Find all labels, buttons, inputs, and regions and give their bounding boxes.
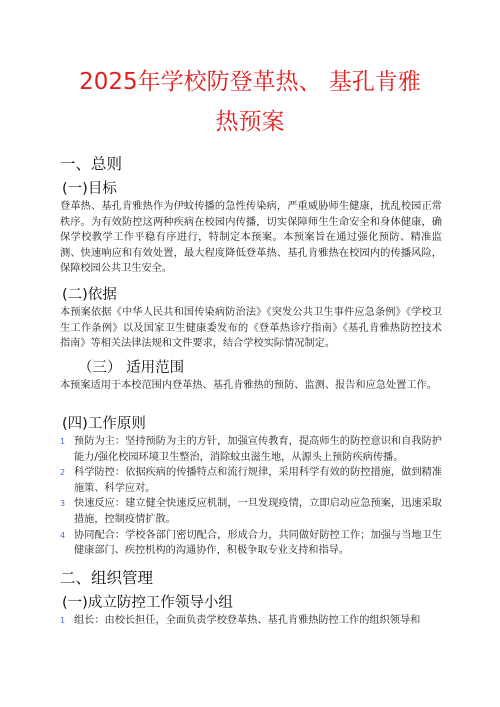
subsection-heading-scope: （三） 适用范围 xyxy=(78,360,185,376)
document-title-line1: 2025年学校防登革热、 基孔肯雅 xyxy=(79,69,421,95)
list-item xyxy=(60,496,442,527)
subsection-heading-goal: (一)目标 xyxy=(62,181,117,197)
list-item-text: 协同配合：学校各部门密切配合，形成合力，共同做好防控工作；加强与当地卫生健康部门、疾控机构的沟通协作，积极争取专业支持和指导。 xyxy=(74,529,442,557)
list-item-text: 科学防控：依据疾病的传播特点和流行规律，采用科学有效的防控措施，做到精准施策、科学应对。 xyxy=(74,467,442,494)
section-heading-general: 一、总则 xyxy=(60,155,123,173)
list-item-text: 组长：由校长担任，全面负责学校登革热、基孔肯雅热防控工作的组织领导和 xyxy=(74,615,421,626)
paragraph-goal: 登革热、基孔肯雅热作为伊蚊传播的急性传染病，严重威胁师生健康，扰乱校园正常秩序。为有效防控这两种疾病在校园内传播，切实保障师生生命安全和身体健康，确保学校教学工作平稳有序进行，特制定本预案。本预案旨在通过强化预防、精准监测、快速响应和有效处置，最大程度降低登革热、基孔肯雅热在校园内的传播风险，保障校园公共卫生安全。 xyxy=(60,201,442,275)
list-item-text: 预防为主：坚持预防为主的方针，加强宣传教育，提高师生的防控意识和自我防护能力/强化校园环境卫生整治，消除蚊虫滋生地，从源头上预防疾病传播。 xyxy=(74,436,442,463)
subsection-heading-principles: (四)工作原则 xyxy=(62,416,146,432)
list-item xyxy=(60,434,442,465)
subsection-heading-basis: (二)依据 xyxy=(62,287,117,303)
list-number: 3 xyxy=(60,499,66,509)
list-item-text: 快速反应：建立健全快速反应机制，一旦发现疫情，立即启动应急预案，迅速采取措施，控制疫情扩散。 xyxy=(74,498,442,525)
list-number: 1 xyxy=(60,437,66,446)
principles-list xyxy=(60,434,442,559)
document-title-line2: 热预案 xyxy=(215,109,285,135)
paragraph-basis: 本预案依据《中华人民共和国传染病防治法》《突发公共卫生事件应急条例》《学校卫生工作条例》以及国家卫生健康委发布的《登革热诊疗指南》《基孔肯雅热防控技术指南》等相关法律法规和文件要求，结合学校实际情况制定。 xyxy=(60,307,442,350)
organization-list xyxy=(60,613,442,629)
list-number: 1 xyxy=(60,616,66,625)
list-number: 4 xyxy=(60,530,66,540)
list-item xyxy=(60,465,442,496)
list-number: 2 xyxy=(60,468,66,478)
section-heading-organization: 二、组织管理 xyxy=(60,569,154,587)
list-item xyxy=(60,613,442,629)
paragraph-scope: 本预案适用于本校范围内登革热、基孔肯雅热的预防、监测、报告和应急处置工作。 xyxy=(60,380,437,391)
subsection-heading-leadership: (一)成立防控工作领导小组 xyxy=(62,595,233,611)
list-item xyxy=(60,528,442,559)
